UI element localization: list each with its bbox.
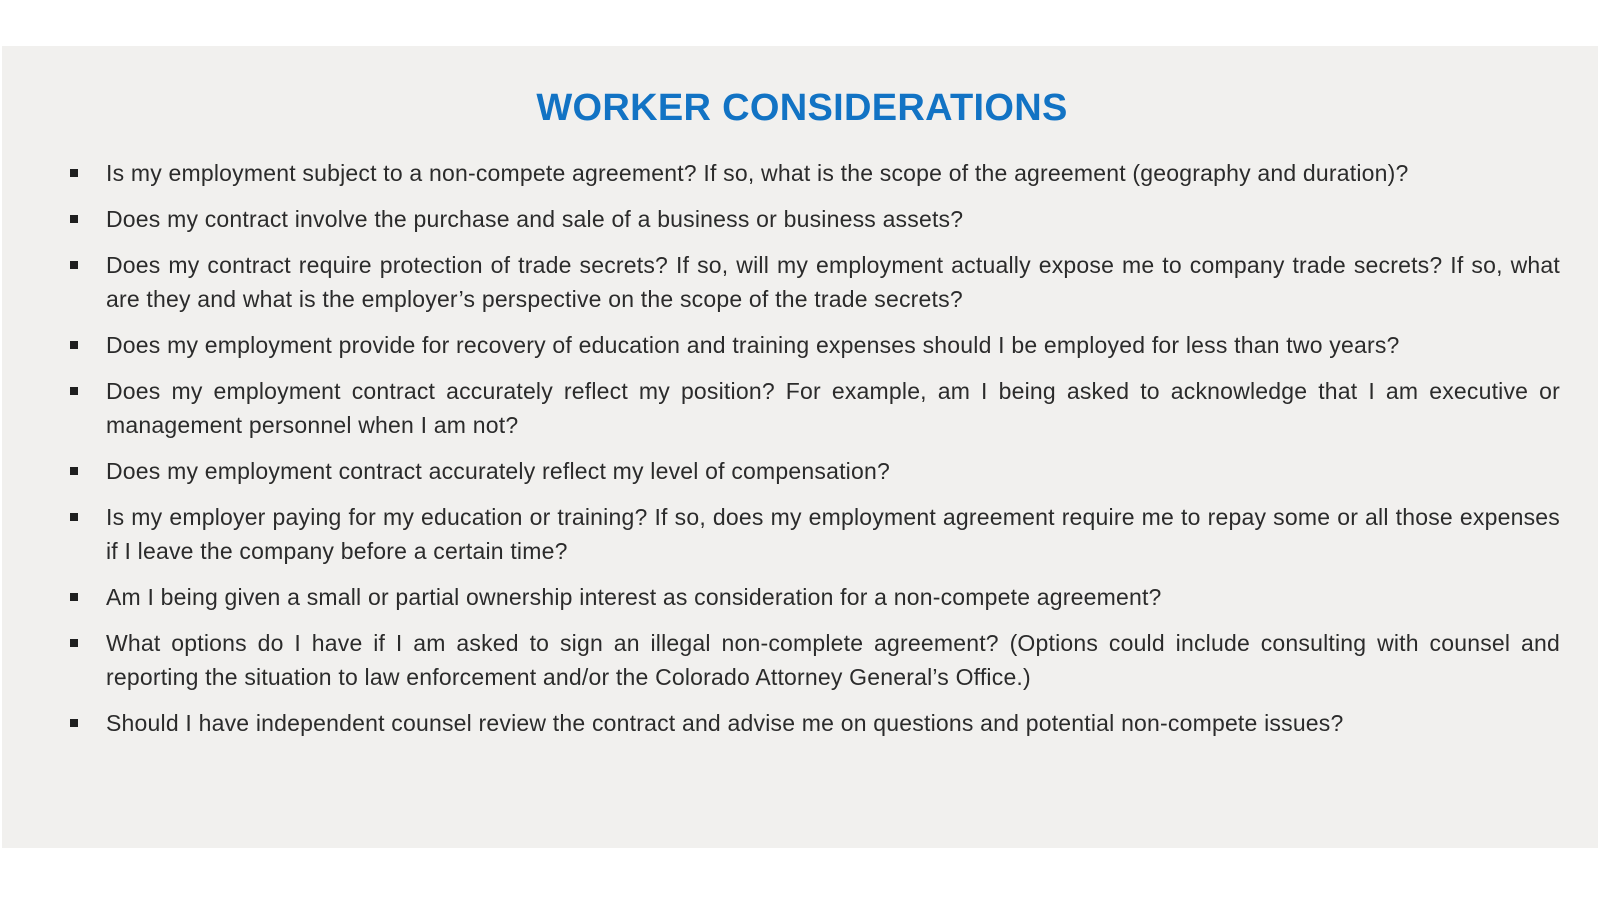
square-bullet-icon [70,261,78,269]
square-bullet-icon [70,169,78,177]
square-bullet-icon [70,513,78,521]
square-bullet-icon [70,341,78,349]
list-item [2,202,1598,236]
list-item-text: What options do I have if I am asked to sign an illegal non-complete agreement? (Options could include consulting with counsel and reporting the situation to law enforcement and/or the Colorado Attorney General’s Office.) [106,630,1560,690]
list-item [2,580,1598,614]
square-bullet-icon [70,639,78,647]
list-item-text: Am I being given a small or partial ownership interest as consideration for a non-compete agreement? [106,584,1162,610]
list-item-text: Does my contract require protection of trade secrets? If so, will my employment actually expose me to company trade secrets? If so, what are they and what is the employer’s perspective on the scope of the trade secrets? [106,252,1560,312]
list-item [2,500,1598,568]
square-bullet-icon [70,593,78,601]
list-item-text: Is my employment subject to a non-compete agreement? If so, what is the scope of the agreement (geography and duration)? [106,160,1409,186]
list-item [2,454,1598,488]
square-bullet-icon [70,387,78,395]
considerations-panel [2,46,1598,848]
considerations-list [2,156,1598,752]
list-item [2,328,1598,362]
square-bullet-icon [70,719,78,727]
list-item-text: Does my employment contract accurately reflect my level of compensation? [106,458,890,484]
list-item [2,626,1598,694]
list-item-text: Does my employment provide for recovery of education and training expenses should I be employed for less than two years? [106,332,1400,358]
list-item-text: Should I have independent counsel review the contract and advise me on questions and potential non-compete issues? [106,710,1344,736]
list-item [2,156,1598,190]
page-title: WORKER CONSIDERATIONS [536,87,1068,129]
list-item [2,706,1598,740]
list-item [2,374,1598,442]
square-bullet-icon [70,467,78,475]
list-item-text: Does my contract involve the purchase and sale of a business or business assets? [106,206,964,232]
square-bullet-icon [70,215,78,223]
list-item-text: Is my employer paying for my education or training? If so, does my employment agreement require me to repay some or all those expenses if I leave the company before a certain time? [106,504,1560,564]
list-item [2,248,1598,316]
list-item-text: Does my employment contract accurately reflect my position? For example, am I being asked to acknowledge that I am executive or management personnel when I am not? [106,378,1560,438]
